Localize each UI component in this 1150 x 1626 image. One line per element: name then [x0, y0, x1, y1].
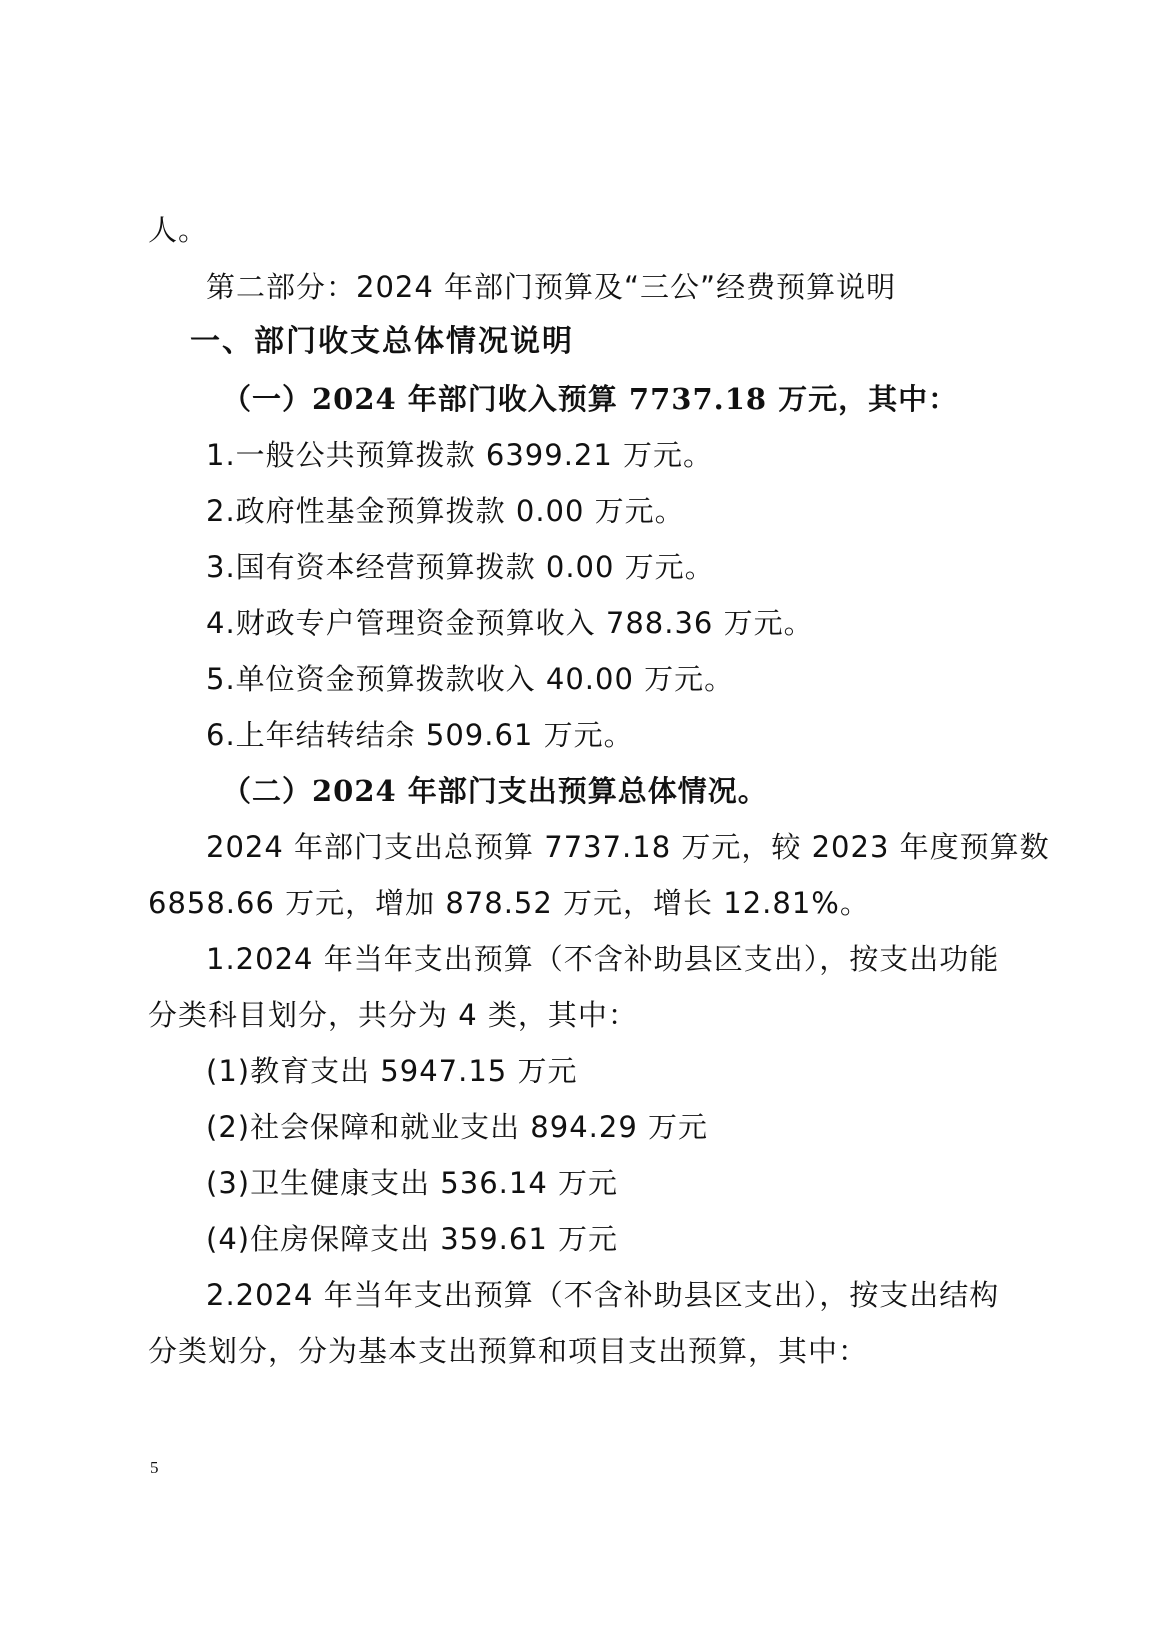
expense-heading: （二）2024 年部门支出预算总体情况。: [222, 774, 768, 808]
continuation-text: 人。: [148, 213, 209, 247]
structure-intro-line: 分类划分，分为基本支出预算和项目支出预算，其中：: [148, 1334, 869, 1368]
function-item: (2)社会保障和就业支出 894.29 万元: [206, 1110, 708, 1144]
income-item: 2.政府性基金预算拨款 0.00 万元。: [206, 494, 685, 528]
function-item: (3)卫生健康支出 536.14 万元: [206, 1166, 618, 1200]
expense-summary-line: 2024 年部门支出总预算 7737.18 万元，较 2023 年度预算数: [206, 830, 1050, 864]
expense-summary-line: 6858.66 万元，增加 878.52 万元，增长 12.81%。: [148, 886, 870, 920]
function-intro-line: 分类科目划分，共分为 4 类，其中：: [148, 998, 638, 1032]
function-item: (1)教育支出 5947.15 万元: [206, 1054, 578, 1088]
function-item: (4)住房保障支出 359.61 万元: [206, 1222, 618, 1256]
page-number: 5: [150, 1458, 159, 1477]
function-intro-line: 1.2024 年当年支出预算（不含补助县区支出），按支出功能: [206, 942, 1000, 976]
income-heading: （一）2024 年部门收入预算 7737.18 万元，其中：: [222, 382, 959, 416]
section-title: 一、部门收支总体情况说明: [190, 324, 574, 359]
income-item: 3.国有资本经营预算拨款 0.00 万元。: [206, 550, 715, 584]
income-item: 4.财政专户管理资金预算收入 788.36 万元。: [206, 606, 814, 640]
income-item: 5.单位资金预算拨款收入 40.00 万元。: [206, 662, 735, 696]
income-item: 6.上年结转结余 509.61 万元。: [206, 718, 634, 752]
part-title: 第二部分：2024 年部门预算及“三公”经费预算说明: [206, 270, 897, 304]
income-item: 1.一般公共预算拨款 6399.21 万元。: [206, 438, 714, 472]
structure-intro-line: 2.2024 年当年支出预算（不含补助县区支出），按支出结构: [206, 1278, 1000, 1312]
